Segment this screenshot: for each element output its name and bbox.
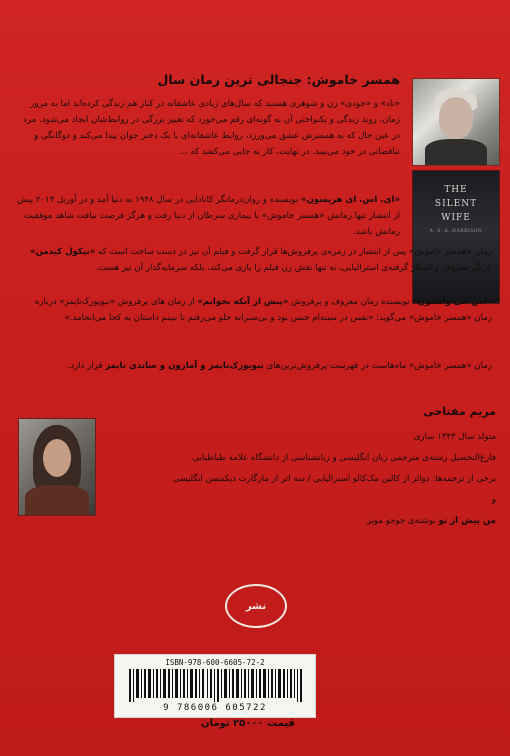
paragraph-author	[16, 192, 400, 240]
translator-education: فارغ‌التحصیل رشته‌ی مترجمی زبان انگلیسی و زبانشناسی از دانشگاه علامه طباطبایی	[192, 453, 496, 463]
isbn-text: ISBN-978-600-6605-72-2	[165, 658, 265, 667]
book-cover-author: A. S. A. HARRISON	[429, 229, 483, 234]
translator-bio	[106, 427, 496, 532]
author-photo-face	[439, 97, 473, 139]
barcode-label	[114, 654, 316, 718]
film-text-1: رمان «همسر خاموش» پس از انتشار در زمره‌ی پرفروش‌ها قرار گرفت و فیلم آن نیز در دست ساخت است که	[95, 247, 492, 257]
last-work-author: نوشته‌ی جوجو مویز	[366, 516, 439, 526]
reviewer-name: «اس جی واتسون»	[412, 297, 492, 307]
bestseller-text-2: قرار دارد.	[67, 361, 106, 371]
paragraph-review	[16, 294, 492, 326]
book-cover-image	[412, 170, 500, 304]
barcode-number: 9 786006 605722	[163, 703, 267, 713]
book-cover-title-3: WIFE	[441, 213, 471, 223]
book-cover-title-2: SILENT	[434, 199, 478, 209]
translator-last-work	[106, 511, 496, 532]
translator-photo-coat	[25, 485, 89, 515]
paragraph-bestseller	[16, 358, 492, 374]
author-name: «ای. اس. ای هریسون»	[300, 195, 400, 205]
last-work-title: من پیش از تو	[438, 516, 496, 526]
actress-name: «نیکول کیدمن»	[30, 247, 96, 257]
bestseller-lists: نیویورک‌تایمز و آمازون و ساندی تایمز	[105, 361, 264, 371]
publisher-logo: نشر	[225, 584, 287, 628]
book-cover-title-1: THE	[444, 185, 468, 195]
translator-name: مریم مفتاحی	[423, 405, 496, 418]
reviewer-book: «پیش از آنکه بخوابم»	[197, 297, 289, 307]
translator-photo-face	[43, 439, 71, 477]
review-text-1: نویسنده رمان معروف و پرفروش	[288, 297, 413, 307]
barcode-icon	[129, 669, 303, 702]
translator-conjunction: و	[491, 495, 496, 505]
section-title: همسر خاموش: جنجالی ترین رمان سال	[157, 72, 400, 87]
author-bio: نویسنده و روان‌درمانگر کانادایی در سال ۱۹۴۸ به دنیا آمد و در آوریل ۲۰۱۳ پیش از انتشار تنها رمانش «همسر خاموش» با بیماری سرطان از دنیا رفت و هرگز فرصت نیافت شاهد موفقیت رمانش باشد.	[17, 195, 400, 238]
translator-translations: برخی از ترجمه‌ها: دوائر از کالین مک‌کالو استرالیایی / سه اثر از مارگارت دیکینسن انگلیسی	[173, 474, 496, 484]
translator-photo	[18, 418, 96, 516]
paragraph-story: «تاد» و «جودی» زن و شوهری هستند که سال‌های زیادی عاشقانه در کنار هم زندگی کرده‌اند اما به مرور زمان، روند زندگی و یکنواختی آن به گونه‌ای رقم می‌خورد که تغییر بزرگی در روابط‌شان ایجاد می‌شود. مرد در عین حال که به همسرش عشق می‌ورزد، روابط عاشقانه‌ای با یک دختر جوان پیدا می‌کند و دوگانگی و تناقضاتی در خود می‌بیند. در نهایت، کار به جایی می‌کشد که ...	[23, 99, 400, 158]
author-photo-body	[425, 139, 487, 165]
review-text-2: از رمان های پرفروش «نیویورک‌تایمز» درباره رمان «همسر خاموش» می‌گوید: «نفس در سینه‌ام حبس بود و بی‌صبرانه جلو می‌رفتم تا ببینم داستان به کجا می‌انجامد.»	[34, 297, 492, 324]
paragraph-film	[16, 244, 492, 276]
price-label: قیمت ۲۵۰۰۰ تومان	[201, 718, 295, 729]
author-photo	[412, 78, 500, 166]
translator-born: متولد سال ۱۳۴۳ ساری	[413, 432, 496, 442]
film-text-2: بازیگر معروف و اسکار گرفته‌ی استرالیایی، نه تنها نقش زن فیلم را بازی می‌کند، بلکه سرمایه‌گذار آن نیز هست.	[95, 263, 492, 274]
bestseller-text-1: رمان «همسر خاموش» ماه‌هاست در فهرست پرفروش‌ترین‌های	[263, 361, 492, 371]
